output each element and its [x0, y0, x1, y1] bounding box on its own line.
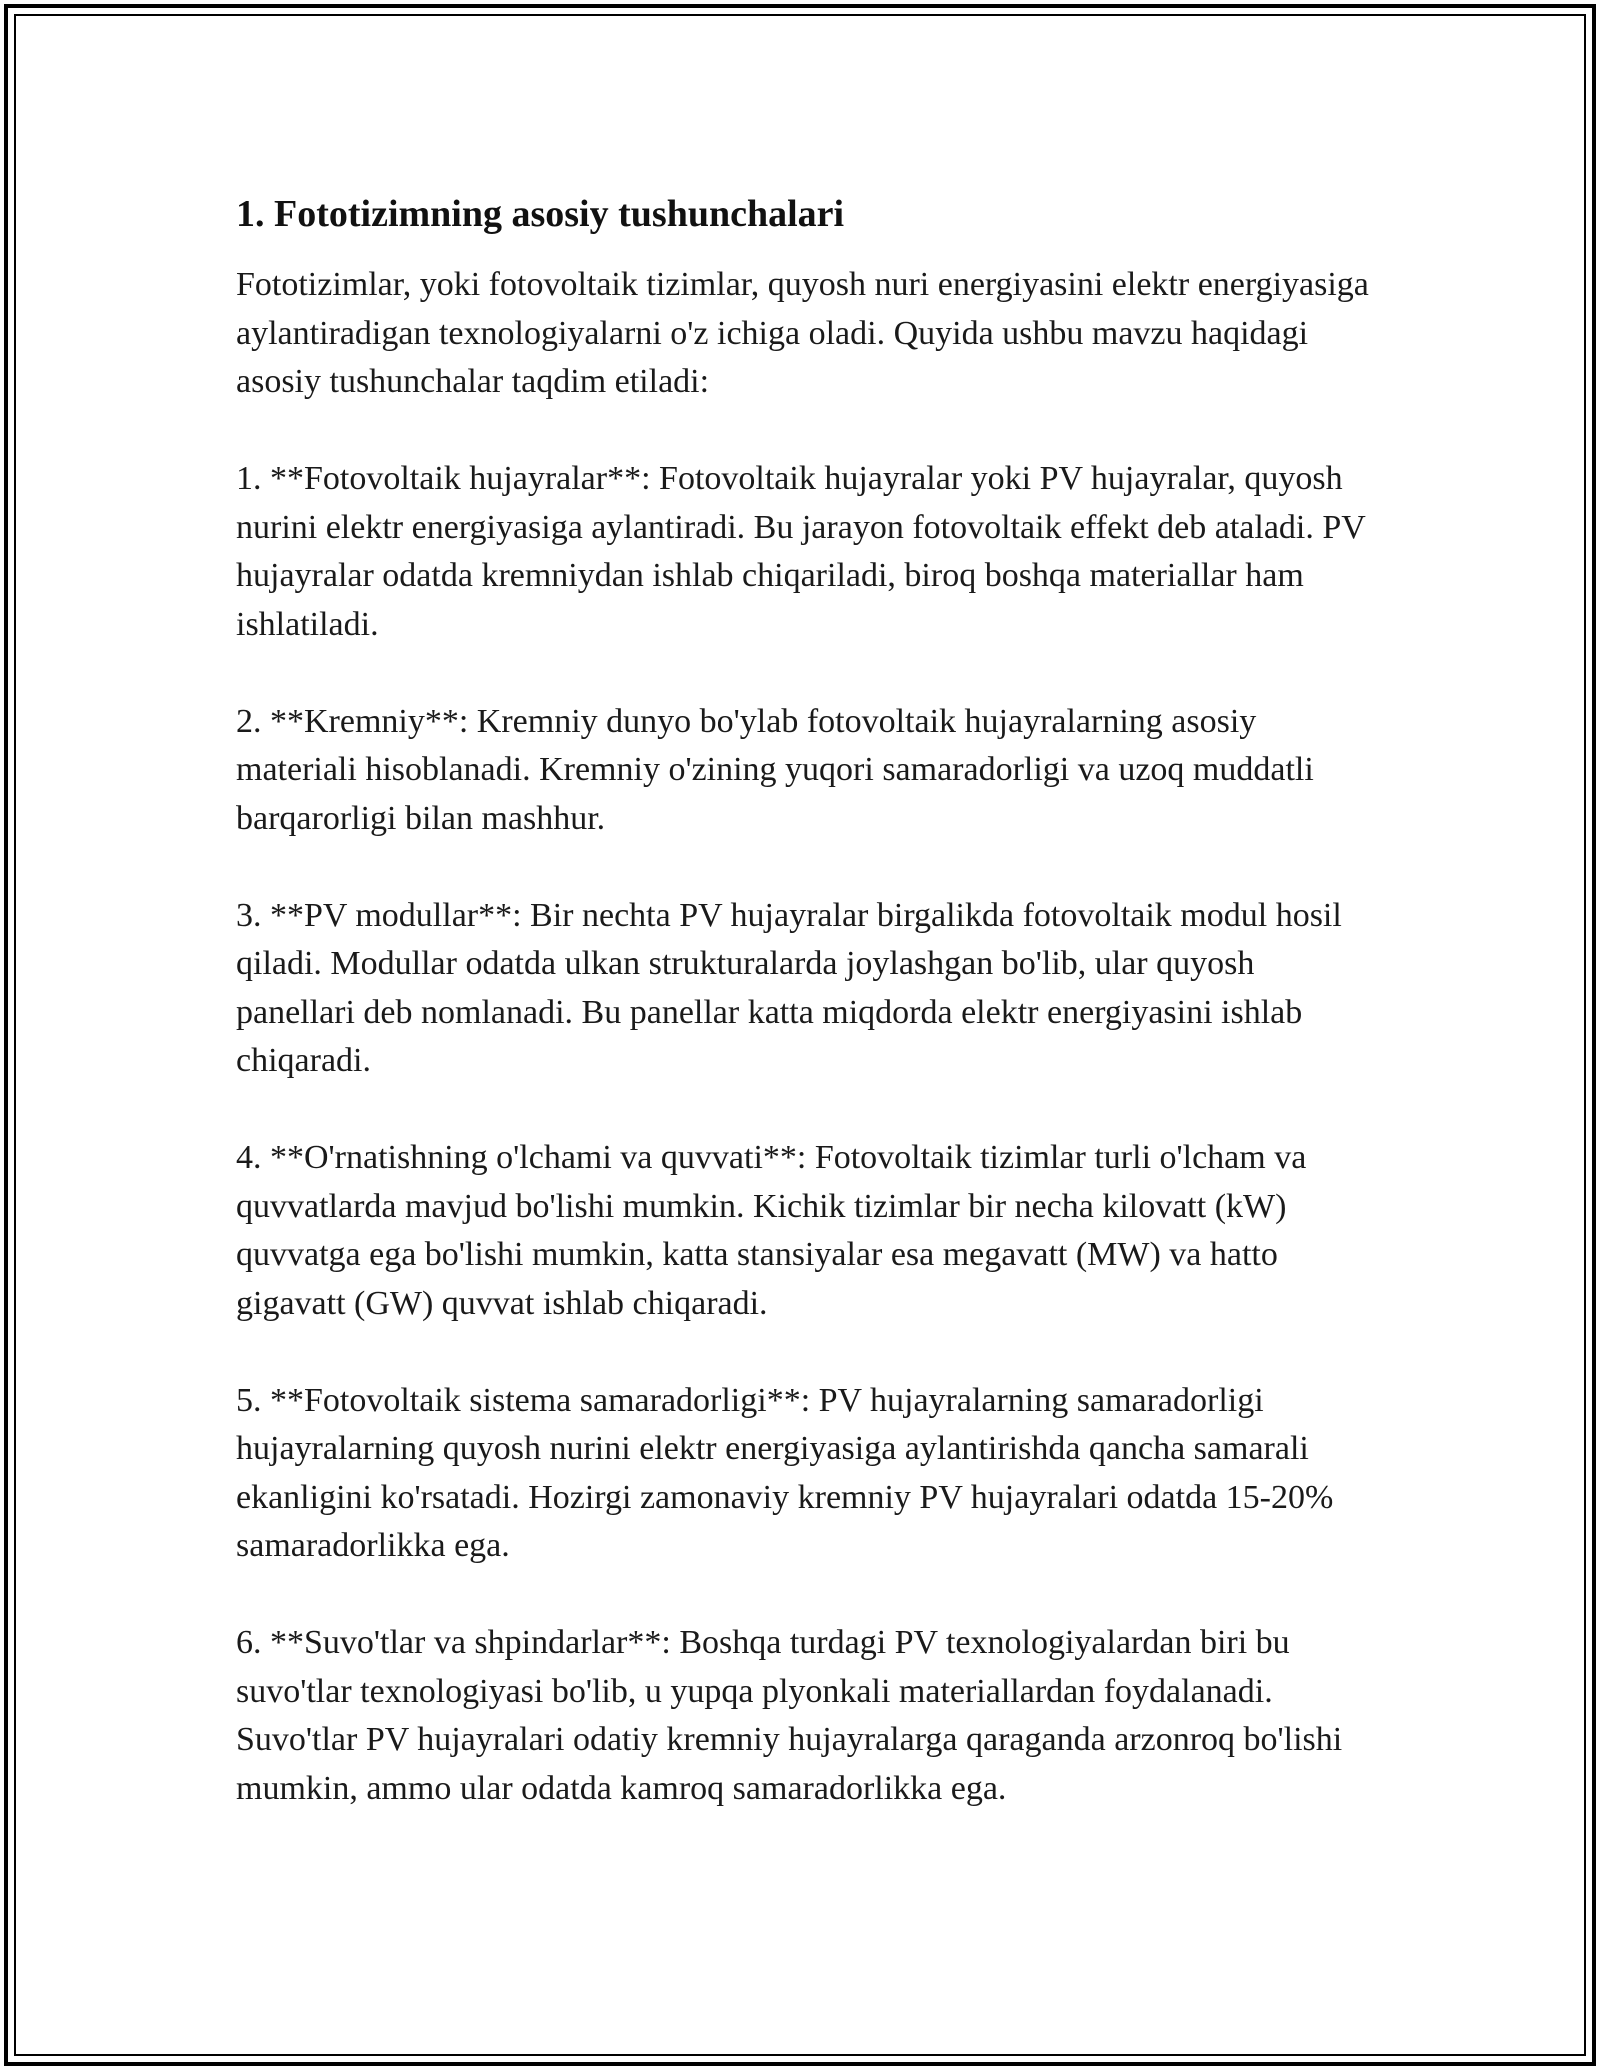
document-title: 1. Fototizimning asosiy tushunchalari — [236, 193, 845, 235]
paragraph-item-4: 4. **O'rnatishning o'lchami va quvvati**: Fotovoltaik tizimlar turli o'lcham va quvvatlarda mavjud bo'lishi mumkin. Kichik tizimlar bir necha kilovatt (kW) quvvatga ega bo'lishi mumkin, katta stansiyalar esa megavatt (MW) va hatto gigavatt (GW) quvvat ishlab chiqaradi. — [236, 1139, 1307, 1322]
document-body — [236, 187, 1376, 1862]
paragraph-item-6: 6. **Suvo'tlar va shpindarlar**: Boshqa turdagi PV texnologiyalardan biri bu suvo'tlar texnologiyasi bo'lib, u yupqa plyonkali materiallardan foydalanadi. Suvo'tlar PV hujayralari odatiy kremniy hujayralarga qaraganda arzonroq bo'lishi mumkin, ammo ular odatda kamroq samaradorlikka ega. — [236, 1624, 1343, 1807]
paragraph-item-1: 1. **Fotovoltaik hujayralar**: Fotovoltaik hujayralar yoki PV hujayralar, quyosh nurini elektr energiyasiga aylantiradi. Bu jarayon fotovoltaik effekt deb ataladi. PV hujayralar odatda kremniydan ishlab chiqariladi, biroq boshqa materiallar ham ishlatiladi. — [236, 460, 1366, 643]
paragraph-item-3: 3. **PV modullar**: Bir nechta PV hujayralar birgalikda fotovoltaik modul hosil qiladi. Modullar odatda ulkan strukturalarda joylashgan bo'lib, ular quyosh panellari deb nomlanadi. Bu panellar katta miqdorda elektr energiyasini ishlab chiqaradi. — [236, 896, 1342, 1079]
paragraph-item-5: 5. **Fotovoltaik sistema samaradorligi**: PV hujayralarning samaradorligi hujayralarning quyosh nurini elektr energiyasiga aylantirishda qancha samarali ekanligini ko'rsatadi. Hozirgi zamonaviy kremniy PV hujayralari odatda 15-20% samaradorlikka ega. — [236, 1381, 1334, 1564]
paragraph-intro: Fototizimlar, yoki fotovoltaik tizimlar, quyosh nuri energiyasini elektr energiyasiga aylantiradigan texnologiyalarni o'z ichiga oladi. Quyida ushbu mavzu haqidagi asosiy tushunchalar taqdim etiladi: — [236, 266, 1369, 400]
paragraph-item-2: 2. **Kremniy**: Kremniy dunyo bo'ylab fotovoltaik hujayralarning asosiy materiali hisoblanadi. Kremniy o'zining yuqori samaradorligi va uzoq muddatli barqarorligi bilan mashhur. — [236, 702, 1314, 837]
